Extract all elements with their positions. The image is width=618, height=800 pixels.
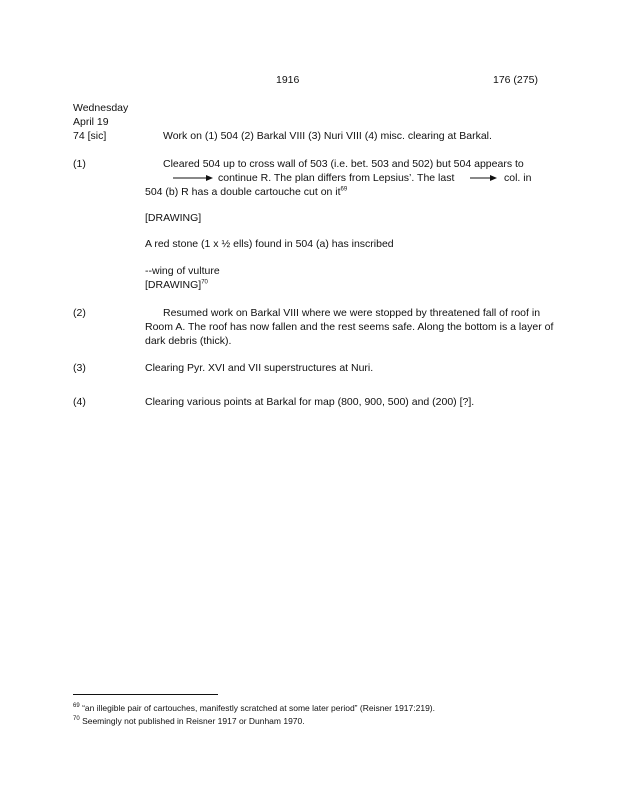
date-month-day: April 19 xyxy=(73,116,109,128)
footnote-70 xyxy=(73,716,305,727)
entry-1-line-3-text: 504 (b) R has a double cartouche cut on it xyxy=(145,186,341,198)
page-year: 1916 xyxy=(276,74,300,86)
entry-4-marker: (4) xyxy=(73,396,86,408)
entry-1-arrow-2 xyxy=(470,171,497,185)
footnote-separator xyxy=(73,694,218,695)
entry-4-text: Clearing various points at Barkal for map (800, 900, 500) and (200) [?]. xyxy=(145,396,475,408)
footnote-69-text: “an illegible pair of cartouches, manifestly scratched at some later period” (Reisner 1917:219). xyxy=(82,703,435,713)
date-day-number: 74 [sic] xyxy=(73,130,107,142)
day-summary: Work on (1) 504 (2) Barkal VIII (3) Nuri VIII (4) misc. clearing at Barkal. xyxy=(163,130,492,142)
date-weekday: Wednesday xyxy=(73,102,129,114)
entry-1-line-2a: continue R. The plan differs from Lepsius’. The last xyxy=(218,172,455,184)
footnote-69-number: 69 xyxy=(73,703,80,710)
entry-3-text: Clearing Pyr. XVI and VII superstructures at Nuri. xyxy=(145,362,374,374)
entry-2-marker: (2) xyxy=(73,307,86,319)
footnote-ref-69: 69 xyxy=(340,186,348,193)
footnote-70-text: Seemingly not published in Reisner 1917 or Dunham 1970. xyxy=(82,716,305,726)
entry-1-line-1: Cleared 504 up to cross wall of 503 (i.e. bet. 503 and 502) but 504 appears to xyxy=(163,158,524,170)
drawing-placeholder-2 xyxy=(145,278,208,292)
entry-1-line-2b: col. in xyxy=(504,172,532,184)
entry-1-marker: (1) xyxy=(73,158,86,170)
drawing-placeholder-1: [DRAWING] xyxy=(145,212,202,224)
footnote-70-number: 70 xyxy=(73,716,80,723)
red-stone-note: A red stone (1 x ½ ells) found in 504 (a) has inscribed xyxy=(145,238,394,250)
footnote-ref-70: 70 xyxy=(201,279,208,286)
entry-3-marker: (3) xyxy=(73,362,86,374)
drawing-placeholder-2-text: [DRAWING] xyxy=(145,279,202,291)
entry-1-line-3 xyxy=(145,185,347,199)
entry-2-line-1: Resumed work on Barkal VIII where we were stopped by threatened fall of roof in xyxy=(163,307,541,319)
footnote-69 xyxy=(73,703,435,714)
entry-1-arrow-1 xyxy=(173,171,213,185)
wing-of-vulture-note: --wing of vulture xyxy=(145,265,220,277)
entry-2-line-3: dark debris (thick). xyxy=(145,335,232,347)
page-reference: 176 (275) xyxy=(493,74,538,86)
entry-2-line-2: Room A. The roof has now fallen and the rest seems safe. Along the bottom is a layer of xyxy=(145,321,554,333)
